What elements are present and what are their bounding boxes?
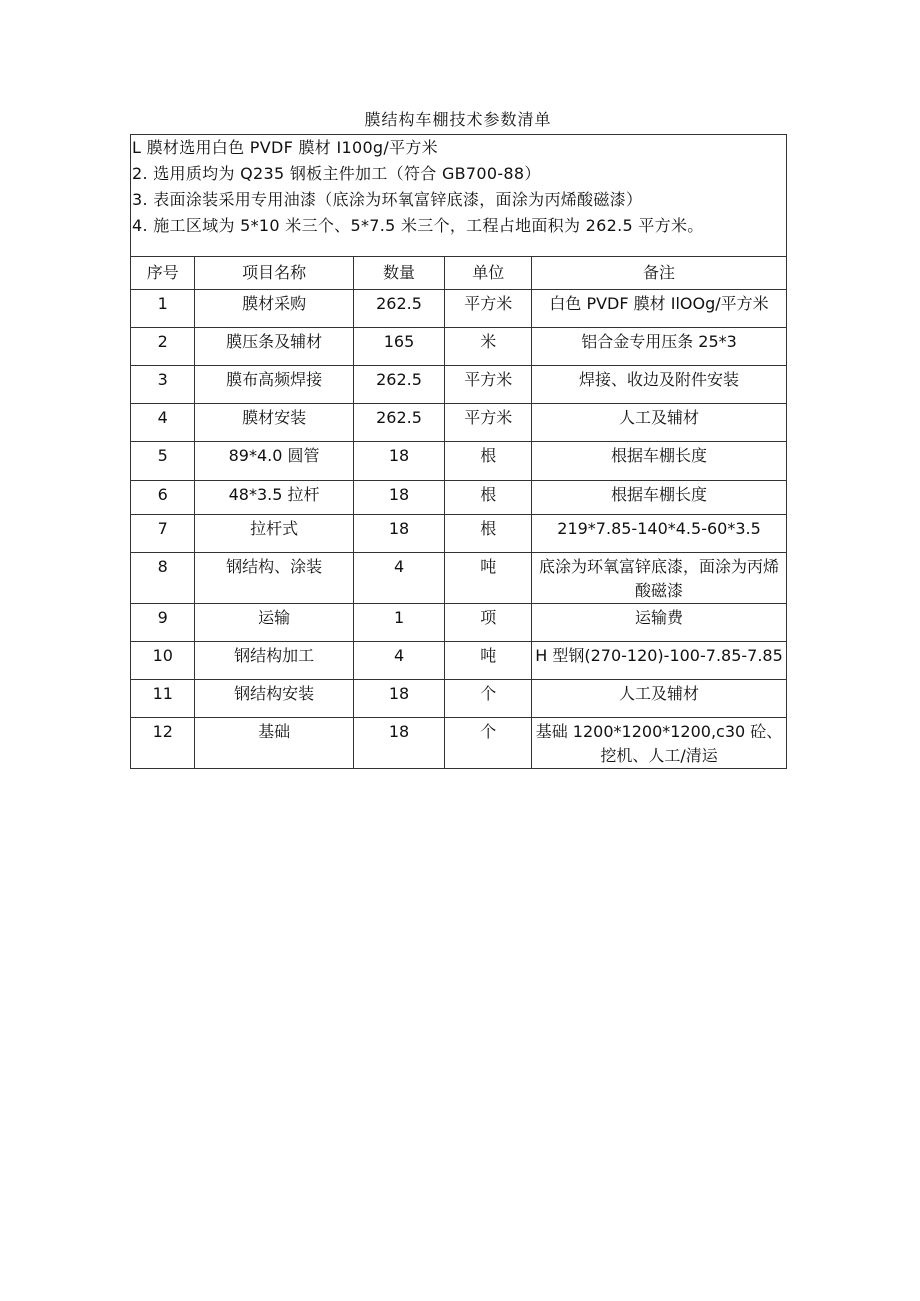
cell-qty: 18 — [353, 442, 445, 481]
technical-notes — [130, 134, 787, 257]
header-no: 序号 — [131, 257, 195, 290]
cell-qty: 262.5 — [353, 404, 445, 442]
cell-unit: 根 — [445, 481, 532, 515]
cell-name: 钢结构安装 — [195, 680, 353, 718]
cell-name: 钢结构、涂装 — [195, 553, 353, 604]
cell-no: 7 — [131, 515, 195, 553]
cell-unit: 平方米 — [445, 366, 532, 404]
cell-remark: 基础 1200*1200*1200,c30 砼、挖机、人工/清运 — [532, 718, 787, 769]
cell-no: 1 — [131, 290, 195, 328]
cell-no: 3 — [131, 366, 195, 404]
cell-remark: 白色 PVDF 膜材 IlOOg/平方米 — [532, 290, 787, 328]
table-row — [131, 481, 787, 515]
cell-qty: 4 — [353, 642, 445, 680]
cell-qty: 262.5 — [353, 366, 445, 404]
cell-qty: 18 — [353, 680, 445, 718]
table-row — [131, 642, 787, 680]
table-row — [131, 553, 787, 604]
cell-name: 膜压条及辅材 — [195, 328, 353, 366]
table-row — [131, 515, 787, 553]
cell-remark: 根据车棚长度 — [532, 442, 787, 481]
header-remark: 备注 — [532, 257, 787, 290]
cell-qty: 18 — [353, 481, 445, 515]
cell-unit: 个 — [445, 680, 532, 718]
cell-remark: 底涂为环氧富锌底漆，面涂为丙烯酸磁漆 — [532, 553, 787, 604]
cell-remark: 运输费 — [532, 604, 787, 642]
note-steel: 2. 选用质均为 Q235 钢板主件加工（符合 GB700-88） — [132, 164, 541, 183]
cell-unit: 根 — [445, 442, 532, 481]
parameter-table — [130, 256, 787, 769]
table-row — [131, 404, 787, 442]
cell-no: 4 — [131, 404, 195, 442]
cell-unit: 米 — [445, 328, 532, 366]
header-qty: 数量 — [353, 257, 445, 290]
cell-no: 11 — [131, 680, 195, 718]
cell-name: 膜材安装 — [195, 404, 353, 442]
cell-no: 2 — [131, 328, 195, 366]
cell-name: 基础 — [195, 718, 353, 769]
document-title: 膜结构车棚技术参数清单 — [364, 110, 552, 129]
cell-name: 运输 — [195, 604, 353, 642]
cell-remark: H 型钢(270-120)-100-7.85-7.85 — [532, 642, 787, 680]
cell-qty: 4 — [353, 553, 445, 604]
cell-qty: 262.5 — [353, 290, 445, 328]
cell-no: 9 — [131, 604, 195, 642]
cell-remark: 人工及辅材 — [532, 404, 787, 442]
cell-qty: 18 — [353, 515, 445, 553]
cell-name: 89*4.0 圆管 — [195, 442, 353, 481]
cell-name: 膜材采购 — [195, 290, 353, 328]
cell-no: 8 — [131, 553, 195, 604]
cell-no: 5 — [131, 442, 195, 481]
cell-no: 12 — [131, 718, 195, 769]
cell-remark: 根据车棚长度 — [532, 481, 787, 515]
cell-name: 拉杆式 — [195, 515, 353, 553]
cell-unit: 根 — [445, 515, 532, 553]
table-header-row — [131, 257, 787, 290]
cell-remark: 人工及辅材 — [532, 680, 787, 718]
cell-unit: 项 — [445, 604, 532, 642]
cell-unit: 吨 — [445, 642, 532, 680]
table-row — [131, 328, 787, 366]
cell-name: 48*3.5 拉杆 — [195, 481, 353, 515]
cell-unit: 平方米 — [445, 290, 532, 328]
note-coating: 3. 表面涂装采用专用油漆（底涂为环氧富锌底漆，面涂为丙烯酸磁漆） — [132, 190, 643, 209]
table-row — [131, 290, 787, 328]
cell-name: 钢结构加工 — [195, 642, 353, 680]
header-name: 项目名称 — [195, 257, 353, 290]
header-unit: 单位 — [445, 257, 532, 290]
cell-remark: 铝合金专用压条 25*3 — [532, 328, 787, 366]
cell-qty: 165 — [353, 328, 445, 366]
note-area: 4. 施工区域为 5*10 米三个、5*7.5 米三个，工程占地面积为 262.5 平方米。 — [132, 216, 704, 235]
cell-remark: 219*7.85-140*4.5-60*3.5 — [532, 515, 787, 553]
cell-name: 膜布高频焊接 — [195, 366, 353, 404]
cell-remark: 焊接、收边及附件安装 — [532, 366, 787, 404]
table-row — [131, 680, 787, 718]
note-membrane: L 膜材选用白色 PVDF 膜材 I100g/平方米 — [132, 138, 438, 157]
cell-unit: 吨 — [445, 553, 532, 604]
table-row — [131, 604, 787, 642]
cell-no: 6 — [131, 481, 195, 515]
table-row — [131, 442, 787, 481]
cell-qty: 1 — [353, 604, 445, 642]
cell-unit: 个 — [445, 718, 532, 769]
cell-no: 10 — [131, 642, 195, 680]
table-row — [131, 718, 787, 769]
cell-unit: 平方米 — [445, 404, 532, 442]
cell-qty: 18 — [353, 718, 445, 769]
table-row — [131, 366, 787, 404]
